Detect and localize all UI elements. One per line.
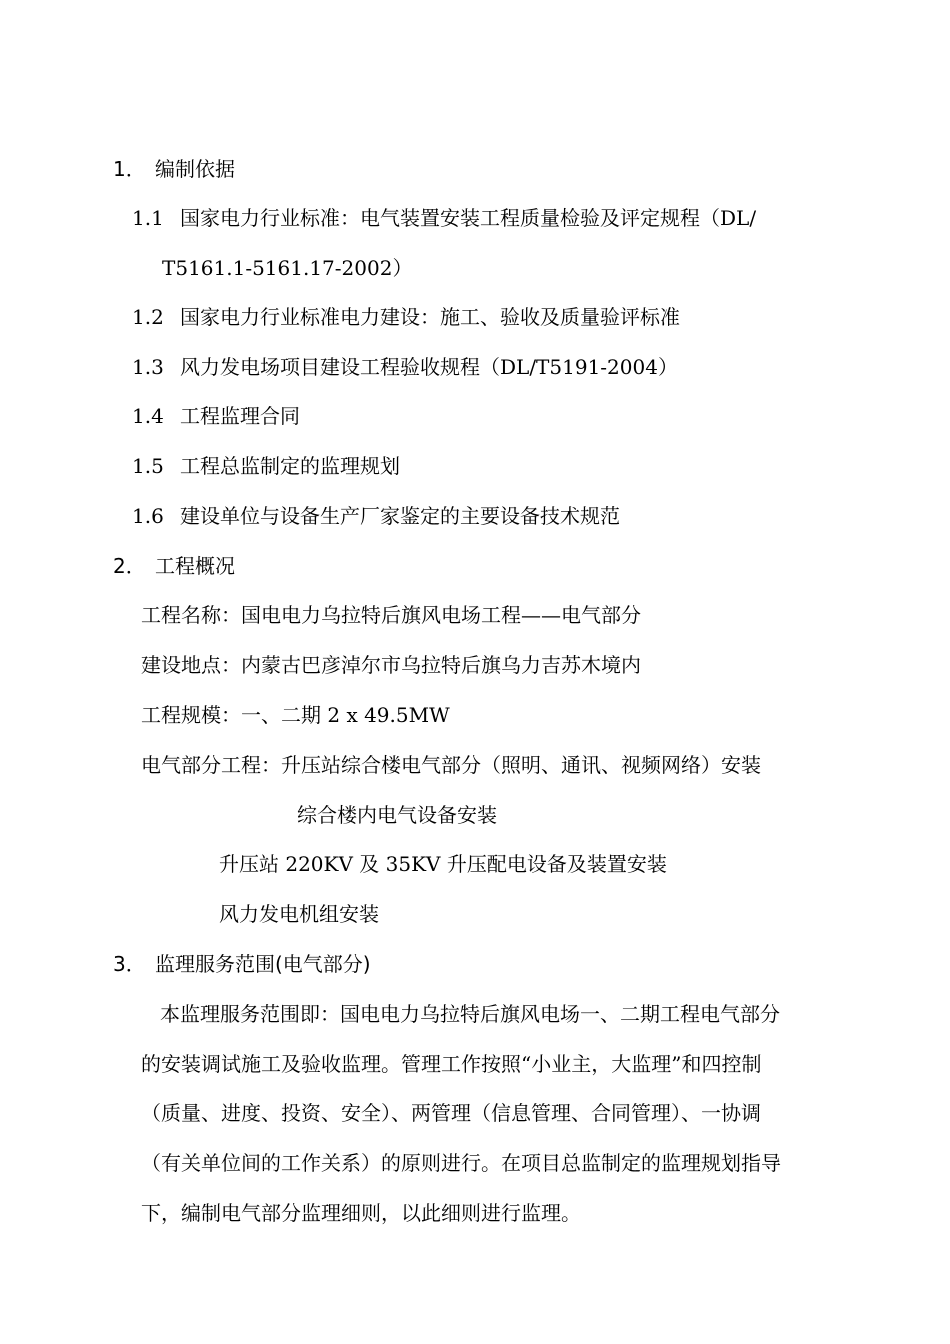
project-name-line: 工程名称：国电电力乌拉特后旗风电场工程——电气部分 [141, 603, 641, 627]
section-3-title: 监理服务范围(电气部分) [155, 952, 371, 976]
list-item [132, 204, 860, 232]
electrical-sub-item: 综合楼内电气设备安装 [297, 803, 497, 827]
item-text: 国家电力行业标准：电气装置安装工程质量检验及评定规程（DL/ [180, 206, 757, 230]
item-number: 1.3 [132, 355, 164, 379]
item-number: 1.2 [132, 305, 164, 329]
section-2-number: 2． [113, 554, 146, 578]
paragraph-line: 本监理服务范围即：国电电力乌拉特后旗风电场一、二期工程电气部分 [160, 1002, 780, 1026]
item-number: 1.4 [132, 404, 164, 428]
list-item [132, 402, 300, 430]
section-1-number: 1． [113, 157, 146, 181]
list-item [132, 502, 620, 530]
item-text: 国家电力行业标准电力建设：施工、验收及质量验评标准 [180, 305, 680, 329]
paragraph-line: （质量、进度、投资、安全）、两管理（信息管理、合同管理）、一协调 [141, 1101, 761, 1125]
section-3-number: 3． [113, 952, 146, 976]
item-text: 工程总监制定的监理规划 [180, 454, 400, 478]
paragraph-line: 的安装调试施工及验收监理。管理工作按照“小业主，大监理”和四控制 [141, 1052, 762, 1076]
section-1-title: 编制依据 [155, 157, 235, 181]
item-number: 1.1 [132, 206, 164, 230]
list-item [132, 452, 400, 480]
list-item [132, 303, 680, 331]
section-2-heading [113, 552, 235, 580]
electrical-works-line: 电气部分工程：升压站综合楼电气部分（照明、通讯、视频网络）安装 [141, 753, 761, 777]
item-text: 建设单位与设备生产厂家鉴定的主要设备技术规范 [180, 504, 620, 528]
item-number: 1.5 [132, 454, 164, 478]
electrical-sub-item: 风力发电机组安装 [219, 902, 379, 926]
section-2-title: 工程概况 [155, 554, 235, 578]
list-item-continuation: T5161.1-5161.17-2002） [162, 256, 413, 280]
item-number: 1.6 [132, 504, 164, 528]
item-text: 工程监理合同 [180, 404, 300, 428]
project-scale-line: 工程规模：一、二期 2 x 49.5MW [141, 703, 450, 727]
electrical-sub-item: 升压站 220KV 及 35KV 升压配电设备及装置安装 [219, 852, 667, 876]
section-1-heading [113, 155, 235, 183]
project-location-line: 建设地点：内蒙古巴彦淖尔市乌拉特后旗乌力吉苏木境内 [141, 653, 641, 677]
paragraph-line: （有关单位间的工作关系）的原则进行。在项目总监制定的监理规划指导 [141, 1151, 781, 1175]
paragraph-line: 下，编制电气部分监理细则，以此细则进行监理。 [141, 1201, 581, 1225]
list-item [132, 353, 678, 381]
section-3-heading [113, 950, 371, 978]
item-text: 风力发电场项目建设工程验收规程（DL/T5191-2004） [180, 355, 678, 379]
